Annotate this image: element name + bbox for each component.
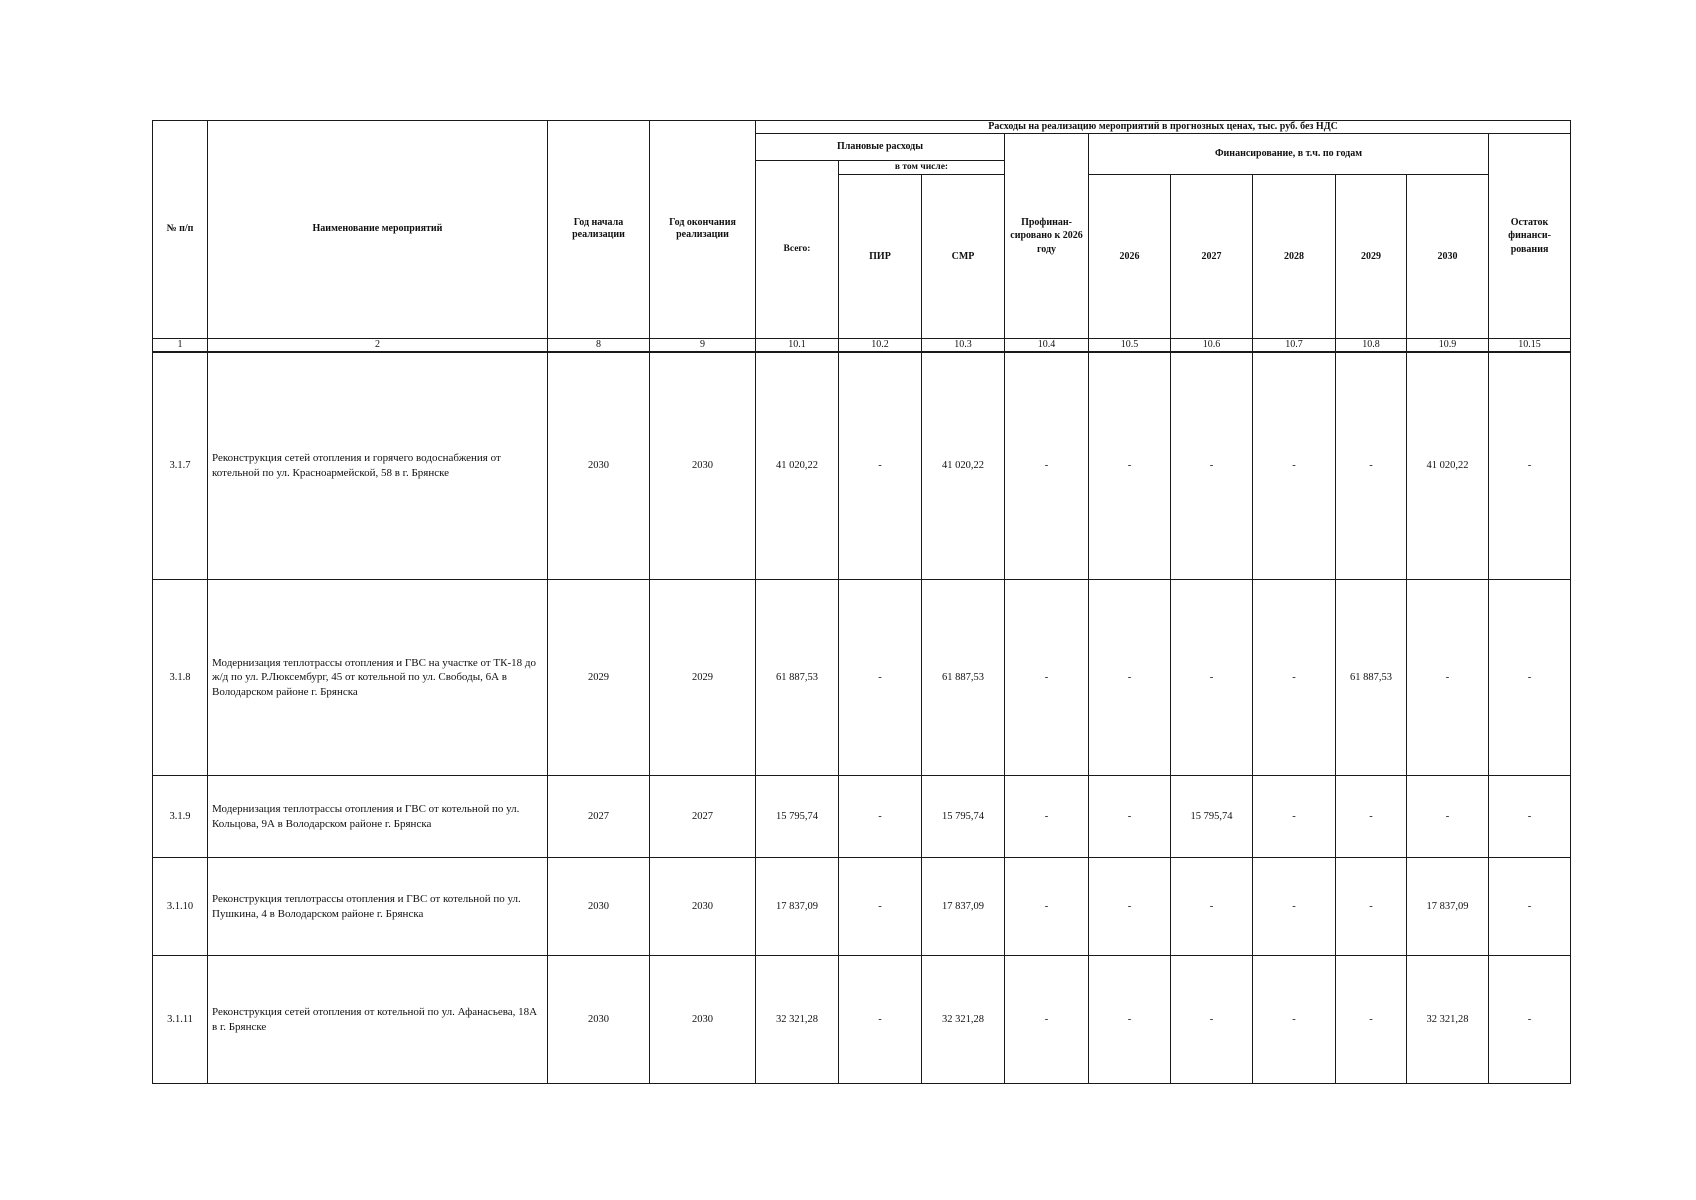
row-number: 3.1.7: [153, 352, 208, 580]
row-smr: 61 887,53: [922, 580, 1005, 776]
row-number: 3.1.9: [153, 776, 208, 858]
row-name: Реконструкция сетей отопления и горячего водоснабжения от котельной по ул. Красноармейской, 58 в г. Брянске: [208, 352, 548, 580]
row-prefinanced: -: [1005, 858, 1089, 956]
column-number: 10.1: [756, 338, 839, 352]
header-no: № п/п: [153, 121, 208, 339]
header-year-2027: 2027: [1171, 174, 1253, 338]
row-2030: -: [1407, 580, 1489, 776]
column-number: 1: [153, 338, 208, 352]
row-2027: 15 795,74: [1171, 776, 1253, 858]
table-row: [153, 352, 1571, 580]
expenses-table: [152, 120, 1571, 1084]
row-end-year: 2030: [650, 858, 756, 956]
row-end-year: 2030: [650, 352, 756, 580]
column-number: 10.9: [1407, 338, 1489, 352]
row-2028: -: [1253, 858, 1336, 956]
header-prefinanced: Профинан-сировано к 2026 году: [1005, 134, 1089, 339]
header-smr: СМР: [922, 174, 1005, 338]
header-end-year: Год окончания реализации: [650, 121, 756, 339]
row-2030: -: [1407, 776, 1489, 858]
row-start-year: 2029: [548, 580, 650, 776]
row-2029: -: [1336, 776, 1407, 858]
row-name: Реконструкция теплотрассы отопления и ГВС от котельной по ул. Пушкина, 4 в Володарском районе г. Брянска: [208, 858, 548, 956]
row-2028: -: [1253, 956, 1336, 1084]
row-prefinanced: -: [1005, 776, 1089, 858]
row-2026: -: [1089, 352, 1171, 580]
header-year-2030: 2030: [1407, 174, 1489, 338]
row-2030: 32 321,28: [1407, 956, 1489, 1084]
row-name: Реконструкция сетей отопления от котельной по ул. Афанасьева, 18А в г. Брянске: [208, 956, 548, 1084]
row-total: 17 837,09: [756, 858, 839, 956]
row-remainder: -: [1489, 858, 1571, 956]
row-smr: 15 795,74: [922, 776, 1005, 858]
row-pir: -: [839, 580, 922, 776]
row-2028: -: [1253, 352, 1336, 580]
row-2026: -: [1089, 956, 1171, 1084]
row-end-year: 2027: [650, 776, 756, 858]
column-number: 10.6: [1171, 338, 1253, 352]
column-number: 10.7: [1253, 338, 1336, 352]
header-year-2028: 2028: [1253, 174, 1336, 338]
row-start-year: 2027: [548, 776, 650, 858]
row-2026: -: [1089, 776, 1171, 858]
row-name: Модернизация теплотрассы отопления и ГВС на участке от ТК-18 до ж/д по ул. Р.Люксембург, 45 от котельной по ул. Свободы, 6А в Володарском районе г. Брянска: [208, 580, 548, 776]
row-end-year: 2030: [650, 956, 756, 1084]
row-2027: -: [1171, 858, 1253, 956]
row-2029: 61 887,53: [1336, 580, 1407, 776]
table-row: [153, 776, 1571, 858]
row-prefinanced: -: [1005, 352, 1089, 580]
header-total: Всего:: [756, 161, 839, 339]
column-number: 10.15: [1489, 338, 1571, 352]
row-number: 3.1.8: [153, 580, 208, 776]
header-expenses: Расходы на реализацию мероприятий в прогнозных ценах, тыс. руб. без НДС: [756, 121, 1571, 134]
column-number: 10.2: [839, 338, 922, 352]
column-number: 10.3: [922, 338, 1005, 352]
row-prefinanced: -: [1005, 580, 1089, 776]
row-prefinanced: -: [1005, 956, 1089, 1084]
row-total: 32 321,28: [756, 956, 839, 1084]
table-row: [153, 956, 1571, 1084]
document-sheet: [152, 120, 1570, 1082]
row-2029: -: [1336, 956, 1407, 1084]
row-end-year: 2029: [650, 580, 756, 776]
row-2030: 41 020,22: [1407, 352, 1489, 580]
row-pir: -: [839, 352, 922, 580]
header-financing: Финансирование, в т.ч. по годам: [1089, 134, 1489, 175]
row-2027: -: [1171, 956, 1253, 1084]
row-number: 3.1.10: [153, 858, 208, 956]
header-year-2026: 2026: [1089, 174, 1171, 338]
column-number: 10.8: [1336, 338, 1407, 352]
column-number: 8: [548, 338, 650, 352]
row-pir: -: [839, 956, 922, 1084]
row-2026: -: [1089, 858, 1171, 956]
column-number: 10.5: [1089, 338, 1171, 352]
row-name: Модернизация теплотрассы отопления и ГВС от котельной по ул. Кольцова, 9А в Володарском районе г. Брянска: [208, 776, 548, 858]
row-remainder: -: [1489, 580, 1571, 776]
column-number-row: [153, 338, 1571, 352]
row-2028: -: [1253, 776, 1336, 858]
row-total: 15 795,74: [756, 776, 839, 858]
column-number: 10.4: [1005, 338, 1089, 352]
header-remainder: Остаток финанси-рования: [1489, 134, 1571, 339]
column-number: 9: [650, 338, 756, 352]
header-planned: Плановые расходы: [756, 134, 1005, 161]
row-remainder: -: [1489, 776, 1571, 858]
header-including: в том числе:: [839, 161, 1005, 175]
table-row: [153, 580, 1571, 776]
row-number: 3.1.11: [153, 956, 208, 1084]
row-2030: 17 837,09: [1407, 858, 1489, 956]
row-2029: -: [1336, 352, 1407, 580]
row-smr: 32 321,28: [922, 956, 1005, 1084]
row-start-year: 2030: [548, 352, 650, 580]
header-name: Наименование мероприятий: [208, 121, 548, 339]
header-year-2029: 2029: [1336, 174, 1407, 338]
column-number: 2: [208, 338, 548, 352]
row-remainder: -: [1489, 956, 1571, 1084]
row-2028: -: [1253, 580, 1336, 776]
row-remainder: -: [1489, 352, 1571, 580]
row-2026: -: [1089, 580, 1171, 776]
row-start-year: 2030: [548, 956, 650, 1084]
row-2027: -: [1171, 580, 1253, 776]
row-smr: 41 020,22: [922, 352, 1005, 580]
row-pir: -: [839, 776, 922, 858]
row-2027: -: [1171, 352, 1253, 580]
header-start-year: Год начала реализации: [548, 121, 650, 339]
row-total: 41 020,22: [756, 352, 839, 580]
table-row: [153, 858, 1571, 956]
row-smr: 17 837,09: [922, 858, 1005, 956]
row-2029: -: [1336, 858, 1407, 956]
row-start-year: 2030: [548, 858, 650, 956]
row-total: 61 887,53: [756, 580, 839, 776]
header-pir: ПИР: [839, 174, 922, 338]
row-pir: -: [839, 858, 922, 956]
